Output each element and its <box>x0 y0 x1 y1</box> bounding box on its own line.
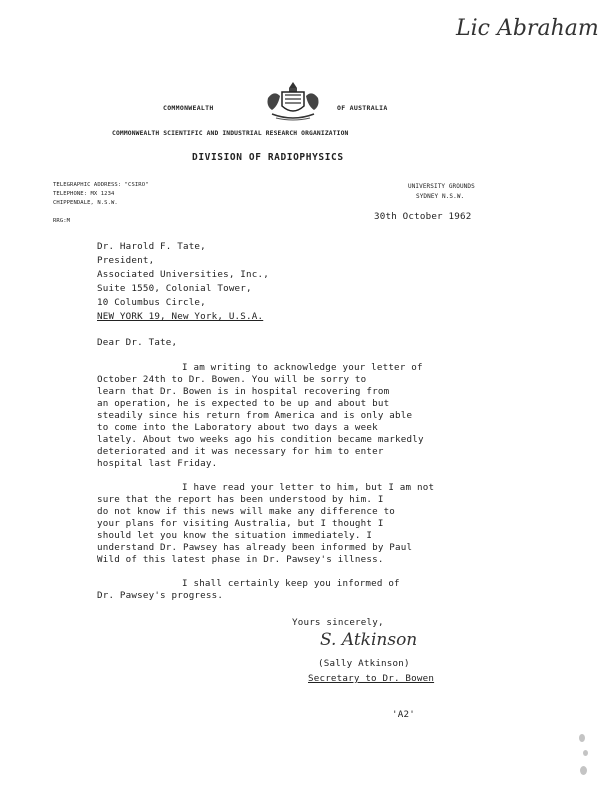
paragraph-1-line: to come into the Laboratory about two days a week <box>97 422 378 433</box>
letterhead-left-title: COMMONWEALTH <box>163 104 214 112</box>
letter-date: 30th October 1962 <box>374 211 472 222</box>
recipient-line-2: President, <box>97 255 155 266</box>
paragraph-1-line: I am writing to acknowledge your letter of <box>182 362 423 373</box>
paragraph-2-line: sure that the report has been understood by him. I <box>97 494 384 505</box>
address-line-1: UNIVERSITY GROUNDS <box>408 183 475 190</box>
paragraph-1-line: October 24th to Dr. Bowen. You will be sorry to <box>97 374 367 385</box>
page-mark: 'A2' <box>392 709 415 720</box>
letterhead-right-title: OF AUSTRALIA <box>337 104 388 112</box>
paragraph-1-line: deteriorated and it was necessary for him to enter <box>97 446 384 457</box>
salutation: Dear Dr. Tate, <box>97 337 178 348</box>
paragraph-2-line: do not know if this news will make any difference to <box>97 506 396 517</box>
division-name: DIVISION OF RADIOPHYSICS <box>192 152 344 163</box>
recipient-line-1: Dr. Harold F. Tate, <box>97 241 206 252</box>
reference-code: RRG:M <box>53 218 71 224</box>
paragraph-2-line: I have read your letter to him, but I am not <box>182 482 435 493</box>
recipient-line-3: Associated Universities, Inc., <box>97 269 269 280</box>
letterhead-contact-3: CHIPPENDALE, N.S.W. <box>53 200 118 206</box>
paragraph-2-line: Wild of this latest phase in Dr. Pawsey's illness. <box>97 554 384 565</box>
letterhead-contact-1: TELEGRAPHIC ADDRESS: "CSIRO" <box>53 182 149 188</box>
coat-of-arms-emblem <box>262 78 324 122</box>
typed-name: (Sally Atkinson) <box>318 658 410 669</box>
recipient-line-5: 10 Columbus Circle, <box>97 297 206 308</box>
organization-name: COMMONWEALTH SCIENTIFIC AND INDUSTRIAL RESEARCH ORGANIZATION <box>112 130 349 137</box>
paragraph-2-line: understand Dr. Pawsey has already been informed by Paul <box>97 542 413 553</box>
handwritten-signature: S. Atkinson <box>320 630 418 650</box>
paragraph-1-line: steadily since his return from America and is only able <box>97 410 413 421</box>
paragraph-3-line: Dr. Pawsey's progress. <box>97 590 224 601</box>
letterhead-contact-2: TELEPHONE: MX 1234 <box>53 191 115 197</box>
signatory-title: Secretary to Dr. Bowen <box>308 673 435 684</box>
paragraph-1-line: lately. About two weeks ago his condition became markedly <box>97 434 424 445</box>
paragraph-1-line: hospital last Friday. <box>97 458 218 469</box>
handwritten-annotation: Lic Abraham <box>456 16 599 41</box>
recipient-line-4: Suite 1550, Colonial Tower, <box>97 283 252 294</box>
scan-mark-right-edge <box>577 730 591 780</box>
paragraph-1-line: an operation, he is expected to be up and about but <box>97 398 390 409</box>
closing: Yours sincerely, <box>292 617 384 628</box>
paragraph-2-line: your plans for visiting Australia, but I thought I <box>97 518 384 529</box>
address-line-2: SYDNEY N.S.W. <box>416 193 465 200</box>
paragraph-1-line: learn that Dr. Bowen is in hospital recovering from <box>97 386 390 397</box>
paragraph-2-line: should let you know the situation immediately. I <box>97 530 373 541</box>
paragraph-3-line: I shall certainly keep you informed of <box>182 578 400 589</box>
recipient-city: NEW YORK 19, New York, U.S.A. <box>97 311 264 322</box>
